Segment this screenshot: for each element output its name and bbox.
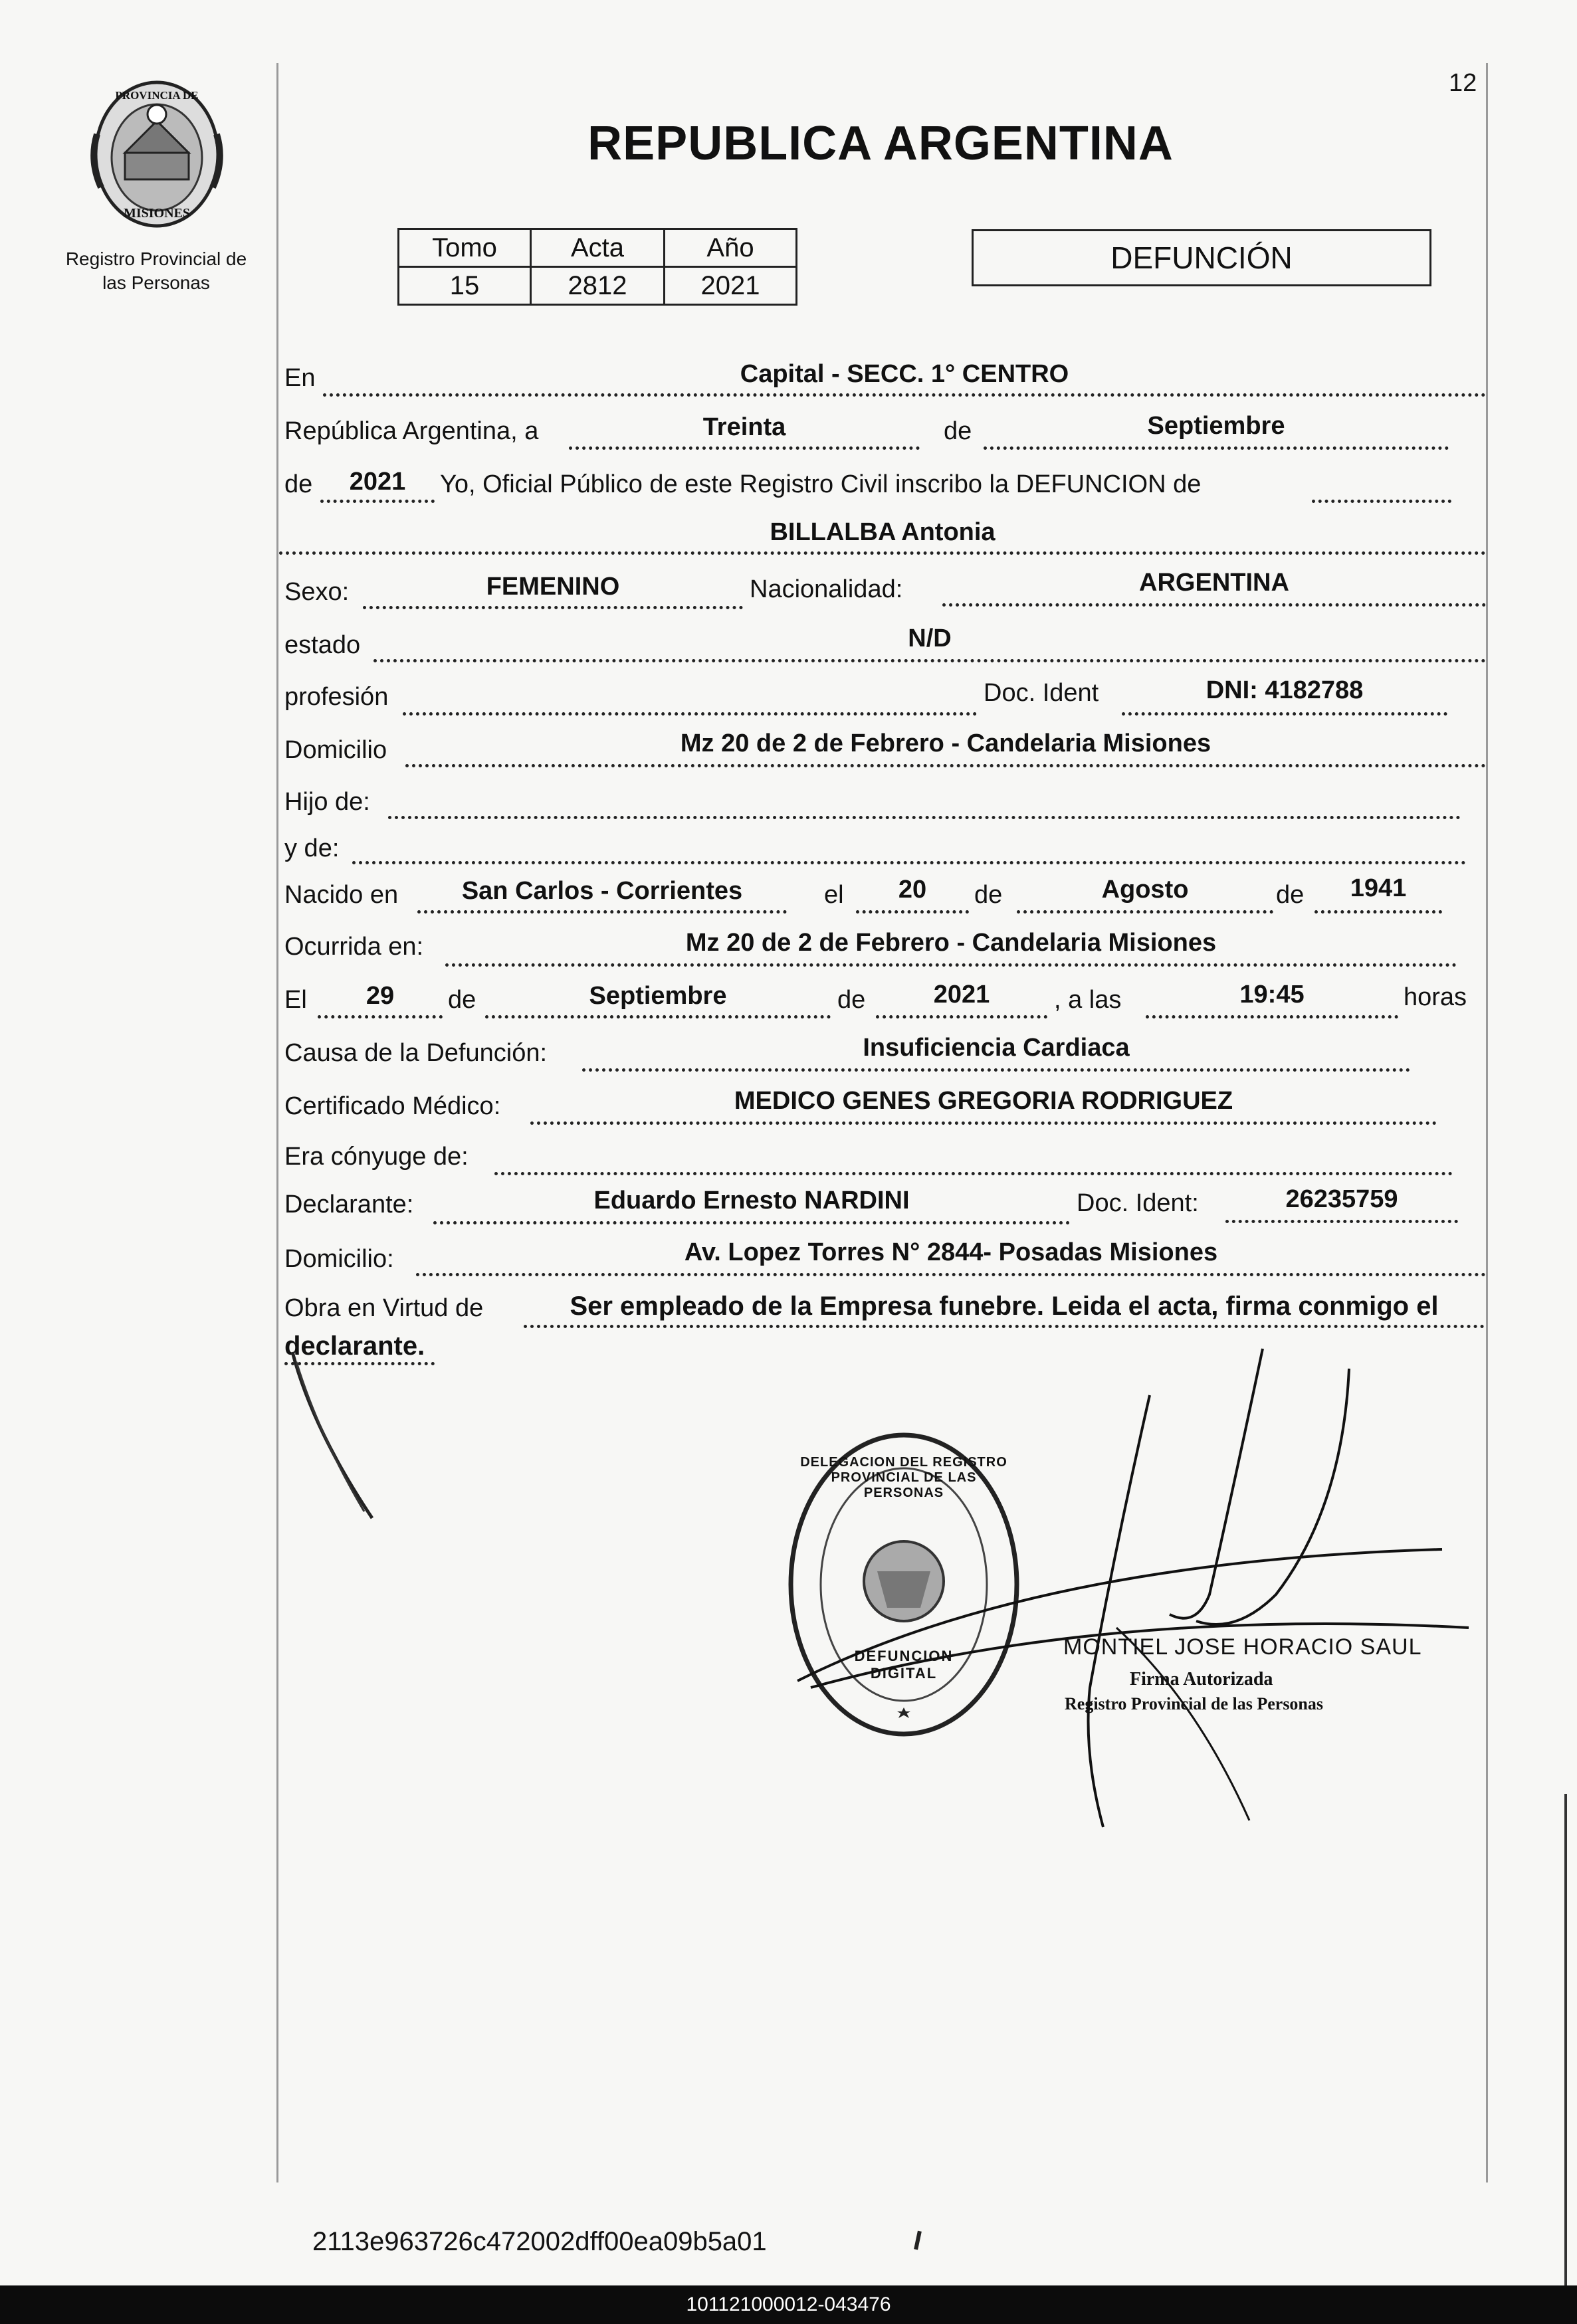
de-label-3: de <box>974 881 1003 909</box>
registry-caption <box>40 247 272 295</box>
en-label: En <box>284 364 316 392</box>
nac-anio-line <box>1314 910 1442 914</box>
obra-label: Obra en Virtud de <box>284 1294 484 1322</box>
conyuge-line <box>494 1172 1453 1175</box>
document-hash: 2113e963726c472002dff00ea09b5a01 <box>312 2227 767 2256</box>
anio-line <box>320 500 435 503</box>
ocurrida-line <box>445 963 1457 967</box>
de-label-4: de <box>1276 881 1305 909</box>
ref-header-anio: Año <box>665 229 797 267</box>
conyuge-label: Era cónyuge de: <box>284 1143 469 1171</box>
doc-line <box>1122 712 1447 716</box>
ocurrida-value: Mz 20 de 2 de Febrero - Candelaria Misiones <box>685 929 1217 957</box>
stamp-inner-text: DEFUNCION DIGITAL <box>854 1648 954 1682</box>
nac-dia-line <box>856 910 969 914</box>
def-mes-value: Septiembre <box>589 982 727 1010</box>
decl-dom-line <box>416 1273 1486 1276</box>
de-label-2: de <box>284 470 313 498</box>
decl-dom-value: Av. Lopez Torres N° 2844- Posadas Misiones <box>684 1238 1218 1266</box>
doc-label: Doc. Ident <box>984 679 1099 707</box>
declarante-value: Eduardo Ernesto NARDINI <box>593 1187 910 1214</box>
declarante-line <box>433 1221 1070 1224</box>
en-line <box>323 393 1486 397</box>
registry-line-2: las Personas <box>102 272 210 293</box>
document-type: DEFUNCIÓN <box>972 229 1431 286</box>
registry-line-1: Registro Provincial de <box>65 248 247 269</box>
decl-doc-value: 26235759 <box>1285 1185 1398 1213</box>
nac-mes-value: Agosto <box>1101 876 1189 904</box>
estado-label: estado <box>284 631 361 659</box>
estado-value: N/D <box>908 625 952 652</box>
def-hora-value: 19:45 <box>1239 981 1305 1009</box>
mes-value: Septiembre <box>1147 412 1285 440</box>
certificado-label: Certificado Médico: <box>284 1092 501 1120</box>
dia-value: Treinta <box>702 413 786 441</box>
def-hora-line <box>1146 1015 1398 1018</box>
el-label-1: el <box>824 881 844 909</box>
profesion-line <box>403 712 977 716</box>
ref-value-tomo: 15 <box>399 267 531 305</box>
decl-doc-line <box>1225 1220 1458 1223</box>
de-label-1: de <box>944 417 972 445</box>
def-mes-line <box>485 1015 831 1018</box>
alas-label: , a las <box>1054 986 1122 1014</box>
domicilio-label: Domicilio <box>284 736 387 764</box>
nacido-line <box>417 910 787 914</box>
declarante-label: Declarante: <box>284 1191 414 1218</box>
certificado-value: MEDICO GENES GREGORIA RODRIGUEZ <box>734 1087 1233 1115</box>
margin-mark-icon <box>286 1349 379 1528</box>
sexo-label: Sexo: <box>284 578 350 606</box>
horas-label: horas <box>1404 983 1467 1011</box>
ref-header-tomo: Tomo <box>399 229 531 267</box>
reference-table <box>397 228 797 306</box>
nacionalidad-label: Nacionalidad: <box>750 575 903 603</box>
hijo-line <box>388 816 1461 819</box>
logo-text-top: PROVINCIA DE <box>115 89 199 102</box>
nombre-line <box>279 551 1486 555</box>
right-edge-line <box>1564 1794 1567 2285</box>
sexo-value: FEMENINO <box>486 573 620 601</box>
ref-header-acta: Acta <box>531 229 665 267</box>
en-value: Capital - SECC. 1° CENTRO <box>740 360 1069 388</box>
obra-line-1 <box>524 1325 1485 1328</box>
stamp-ring-text: DELEGACION DEL REGISTRO PROVINCIAL DE LAS PERSONAS <box>800 1455 1007 1500</box>
ink-mark <box>914 2231 922 2250</box>
nacionalidad-value: ARGENTINA <box>1139 569 1289 597</box>
doc-value: DNI: 4182788 <box>1206 676 1364 704</box>
de-label-5: de <box>448 986 476 1014</box>
mes-line <box>984 446 1449 450</box>
domicilio-line <box>405 764 1486 767</box>
page-title: REPUBLICA ARGENTINA <box>587 117 1174 170</box>
signature-icon <box>771 1342 1489 1847</box>
nac-anio-value: 1941 <box>1350 874 1407 902</box>
decl-doc-label: Doc. Ident: <box>1077 1189 1199 1217</box>
dia-line <box>569 446 920 450</box>
causa-line <box>582 1068 1410 1072</box>
decl-dom-label: Domicilio: <box>284 1245 394 1273</box>
nombre-value: BILLALBA Antonia <box>770 518 996 546</box>
causa-value: Insuficiencia Cardiaca <box>863 1034 1130 1062</box>
def-anio-value: 2021 <box>933 981 990 1009</box>
nac-mes-line <box>1017 910 1273 914</box>
sexo-line <box>363 606 743 609</box>
anio-value: 2021 <box>349 468 406 496</box>
causa-label: Causa de la Defunción: <box>284 1039 548 1067</box>
nac-dia-value: 20 <box>898 876 927 904</box>
inscribo-text: Yo, Oficial Público de este Registro Civil inscribo la DEFUNCION de <box>440 470 1202 498</box>
official-office: Registro Provincial de las Personas <box>1065 1694 1324 1713</box>
certificado-line <box>530 1121 1437 1125</box>
official-name: MONTIEL JOSE HORACIO SAUL <box>1063 1634 1422 1660</box>
obra-value-1: Ser empleado de la Empresa funebre. Leida el acta, firma conmigo el <box>570 1292 1439 1321</box>
logo-text-bottom: MISIONES <box>123 206 191 221</box>
profesion-label: profesión <box>284 683 389 711</box>
inscribo-line <box>1312 500 1451 503</box>
hijo-label: Hijo de: <box>284 788 370 816</box>
domicilio-value: Mz 20 de 2 de Febrero - Candelaria Misiones <box>680 729 1211 757</box>
right-margin-line <box>1486 63 1488 2182</box>
barcode-number: 101121000012-043476 <box>686 2293 891 2315</box>
ref-value-anio: 2021 <box>665 267 797 305</box>
def-anio-line <box>876 1015 1047 1018</box>
barcode-bar <box>0 2285 1577 2324</box>
ocurrida-label: Ocurrida en: <box>284 933 424 961</box>
page-number: 12 <box>1449 69 1477 97</box>
official-role: Firma Autorizada <box>1130 1669 1273 1690</box>
de-label-6: de <box>837 986 866 1014</box>
def-dia-value: 29 <box>366 982 395 1010</box>
el-label-2: El <box>284 986 307 1014</box>
def-dia-line <box>318 1015 443 1018</box>
yde-label: y de: <box>284 834 340 862</box>
left-margin-line <box>276 63 278 2182</box>
nacido-value: San Carlos - Corrientes <box>461 877 743 905</box>
obra-value-2: declarante. <box>284 1331 425 1361</box>
ref-value-acta: 2812 <box>531 267 665 305</box>
nacido-label: Nacido en <box>284 881 399 909</box>
nacionalidad-line <box>942 603 1486 607</box>
republica-label: República Argentina, a <box>284 417 539 445</box>
estado-line <box>373 659 1486 662</box>
yde-line <box>352 861 1466 864</box>
